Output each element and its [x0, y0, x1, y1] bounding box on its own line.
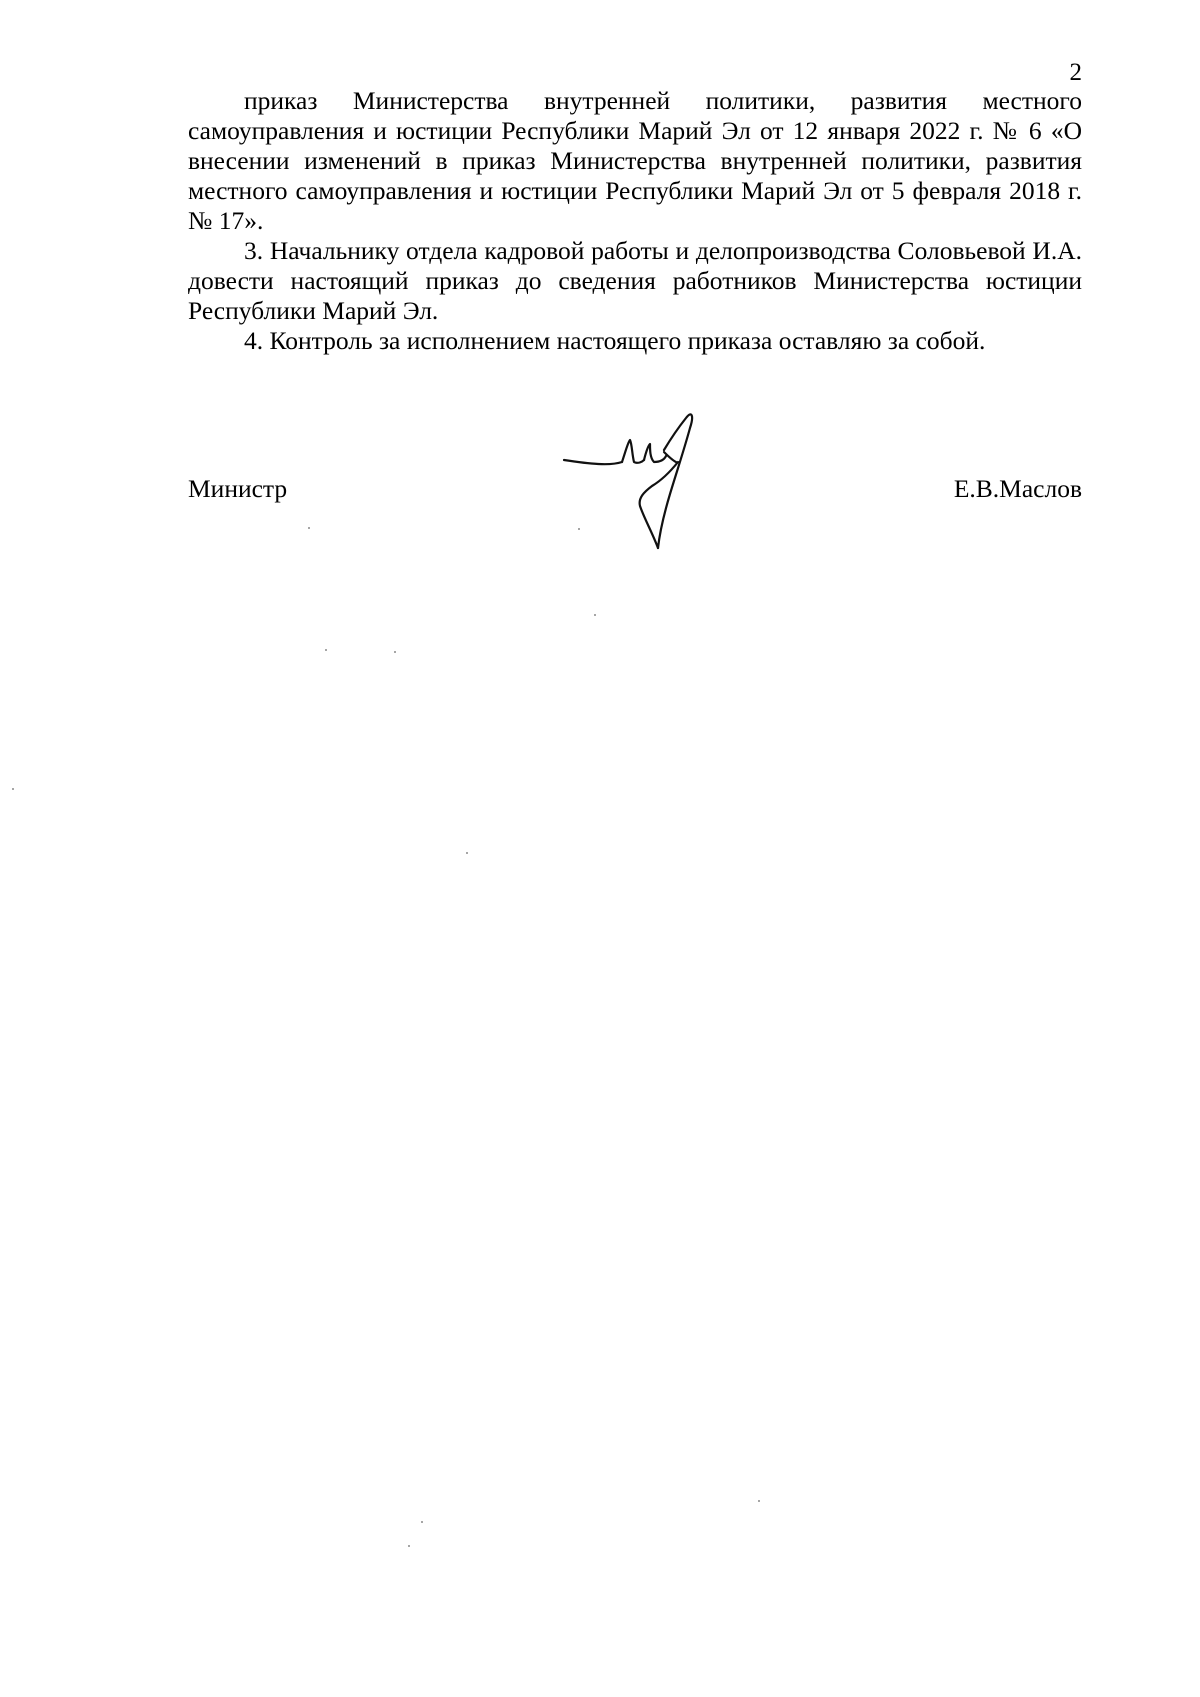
paragraph-item-4: 4. Контроль за исполнением настоящего приказа оставляю за собой.	[244, 326, 986, 355]
paragraph-item-3: 3. Начальнику отдела кадровой работы и делопроизводства Соловьевой И.А. довести настоящий приказ до сведения работников Министерства юстиции Республики Марий Эл.	[188, 236, 1082, 325]
scan-speck	[394, 651, 396, 653]
paragraph-order-reference: приказ Министерства внутренней политики, развития местного самоуправления и юстиции Республики Марий Эл от 12 января 2022 г. № 6 «О внесении изменений в приказ Министерства внутренней политики, развития местного самоуправления и юстиции Республики Марий Эл от 5 февраля 2018 г. № 17».	[188, 86, 1082, 235]
document-body	[188, 86, 1082, 356]
scan-speck	[758, 1500, 760, 1502]
scan-speck	[12, 788, 14, 790]
scan-speck	[466, 852, 468, 854]
signature-block	[188, 474, 1082, 514]
scan-speck	[578, 528, 580, 530]
scan-speck	[325, 649, 327, 651]
signatory-position: Министр	[188, 474, 288, 503]
page-number: 2	[1069, 59, 1082, 86]
signatory-name: Е.В.Маслов	[953, 474, 1082, 503]
scan-speck	[408, 1545, 410, 1547]
scan-speck	[421, 1521, 423, 1523]
scan-speck	[594, 614, 596, 616]
scan-speck	[308, 527, 310, 529]
